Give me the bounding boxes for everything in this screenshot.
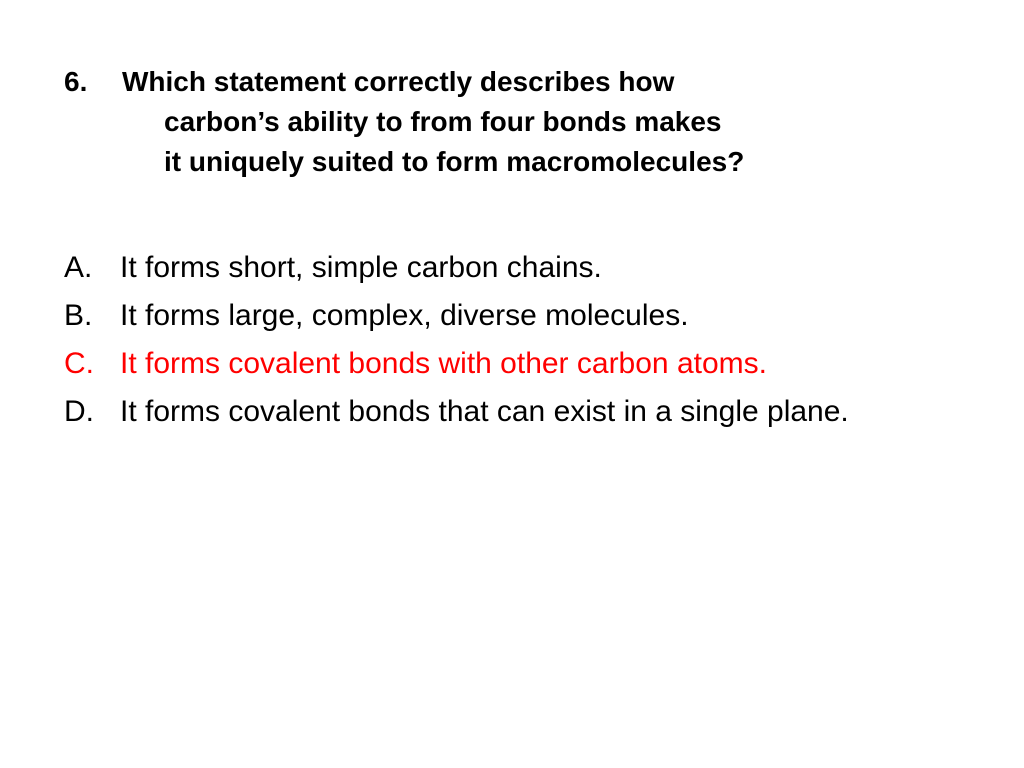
question-line-2: carbon’s ability to from four bonds makes: [164, 106, 722, 137]
option-a-text: It forms short, simple carbon chains.: [120, 251, 602, 284]
option-b-letter: B.: [64, 299, 93, 332]
question-line-3: it uniquely suited to form macromolecules?: [164, 146, 745, 177]
option-a: [64, 248, 984, 288]
option-c-text: It forms covalent bonds with other carbon atoms.: [120, 347, 767, 380]
option-c-letter: C.: [64, 347, 94, 380]
option-d-letter: D.: [64, 395, 94, 428]
question-number: 6.: [64, 66, 88, 97]
question-block: [64, 62, 984, 182]
option-d-text: It forms covalent bonds that can exist in a single plane.: [120, 395, 849, 428]
question-line-1: Which statement correctly describes how: [122, 66, 675, 97]
option-d: [64, 392, 984, 432]
option-a-letter: A.: [64, 251, 93, 284]
option-b-text: It forms large, complex, diverse molecules.: [120, 299, 689, 332]
option-b: [64, 296, 984, 336]
answer-options: [64, 248, 984, 440]
option-c: [64, 344, 984, 384]
